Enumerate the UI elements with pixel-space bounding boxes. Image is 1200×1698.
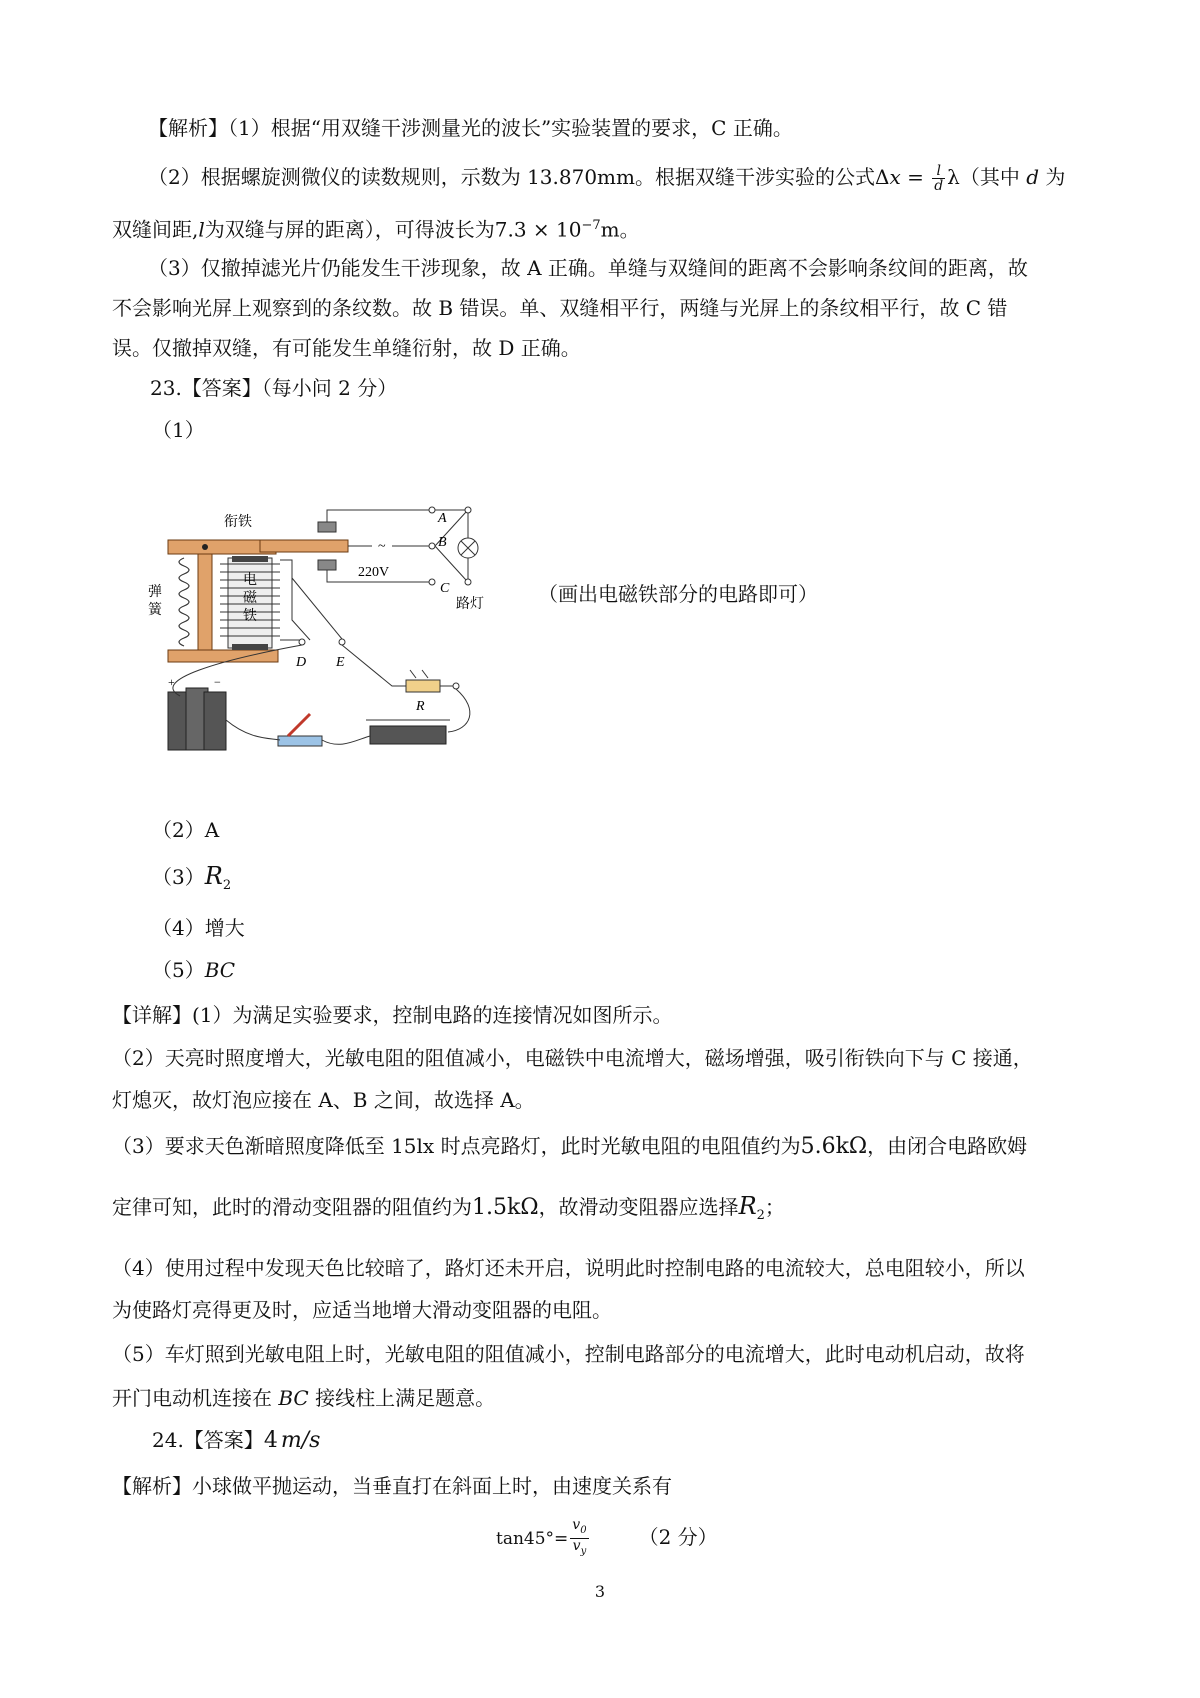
detail-23-line-4: [112, 1134, 1027, 1159]
relay-circuit-diagram: [148, 500, 520, 760]
terminal-e: [339, 639, 345, 645]
fraction-denominator: [570, 1539, 588, 1559]
label-minus: −: [214, 675, 221, 689]
text: （5）: [152, 958, 205, 982]
detail-23-line-5: [112, 1194, 785, 1228]
subscript: y: [580, 1545, 587, 1557]
rheostat-icon: [370, 726, 446, 744]
light-arrows-icon: [410, 670, 428, 678]
contact-top: [318, 522, 336, 532]
text: （4）增大: [152, 916, 245, 940]
var-bc: BC: [278, 1386, 309, 1410]
wire-to-a: [327, 510, 430, 522]
text: （2）A: [152, 818, 220, 842]
label-spring-2: 簧: [148, 603, 162, 618]
text: 23.【答案】（每小问 2 分）: [150, 376, 398, 400]
text: （3）要求天色渐暗照度降低至 15lx 时点亮路灯，此时光敏电阻的电阻值约为: [112, 1134, 801, 1158]
var-v: v: [572, 1537, 581, 1554]
wire-battery-switch: [226, 720, 280, 740]
text: 【解析】小球做平抛运动，当垂直打在斜面上时，由速度关系有: [112, 1474, 672, 1498]
fraction-numerator: l: [932, 164, 945, 179]
magnet-cap-top: [232, 556, 268, 562]
analysis-22-line-1: [148, 116, 793, 140]
text: 开门电动机连接在: [112, 1386, 279, 1410]
detail-23-line-8: [112, 1342, 1025, 1366]
switch-lever: [288, 714, 310, 736]
photoresistor-icon: [406, 680, 440, 692]
analysis-22-line-2: [148, 164, 1065, 193]
text: ，由闭合电路欧姆: [867, 1134, 1028, 1158]
analysis-22-line-3: [112, 214, 640, 242]
answer-value: 4: [263, 1428, 278, 1453]
exponent: −7: [581, 218, 601, 233]
label-b: B: [438, 535, 447, 550]
answer-23-q1: [152, 418, 205, 442]
answer-23-heading: [150, 376, 397, 400]
label-plus: +: [168, 675, 175, 689]
text: 为双缝与屏的距离），可得波长为7.3 × 10: [204, 217, 582, 242]
text: m。: [600, 217, 640, 242]
detail-23-line-9: [112, 1386, 495, 1410]
text: （5）车灯照到光敏电阻上时，光敏电阻的阻值减小，控制电路部分的电流增大，此时电动机启动，故将: [112, 1342, 1025, 1366]
answer-23-q3: [152, 864, 231, 898]
var-x: x: [889, 165, 901, 189]
var-d: d: [1026, 165, 1040, 189]
contact-bottom: [318, 560, 336, 570]
text: 定律可知，此时的滑动变阻器的阻值约为: [112, 1195, 472, 1219]
text: （3）: [152, 865, 205, 889]
analysis-22-line-5: [112, 296, 1007, 320]
frame-post: [198, 554, 212, 650]
analysis-24-line: [112, 1474, 672, 1498]
equals: =: [900, 165, 931, 189]
wire-e-r: [342, 645, 406, 686]
terminal-c: [429, 579, 435, 585]
answer-unit: m/s: [280, 1428, 321, 1453]
label-voltage: 220V: [358, 565, 390, 580]
armature-bar: [260, 540, 348, 552]
label-magnet-1: 电: [243, 573, 257, 588]
label-c: C: [440, 581, 450, 596]
var-r: R: [738, 1192, 757, 1220]
magnet-cap-bottom: [232, 644, 268, 650]
text: 为使路灯亮得更及时，应适当地增大滑动变阻器的电阻。: [112, 1298, 612, 1322]
page-number: 3: [594, 1582, 606, 1601]
answer-24-heading: [152, 1428, 320, 1453]
text: （2）根据螺旋测微仪的读数规则，示数为 13.870mm。根据双缝干涉实验的公式Δ: [148, 165, 890, 189]
answer-23-q2: [152, 818, 219, 842]
text: 灯熄灭，故灯泡应接在 A、B 之间，故选择 A。: [112, 1088, 535, 1112]
answer-23-q4: [152, 916, 245, 940]
text: λ（其中: [947, 165, 1027, 189]
analysis-22-line-4: [148, 256, 1028, 280]
label-e: E: [336, 655, 345, 670]
text: （4）使用过程中发现天色比较暗了，路灯还未开启，说明此时控制电路的电流较大，总电阻较小，所以: [112, 1256, 1025, 1280]
eq-lhs: tan45°=: [496, 1528, 569, 1549]
var-l: l: [198, 217, 205, 242]
terminal-b: [429, 543, 435, 549]
detail-23-line-6: [112, 1256, 1025, 1280]
terminal-d: [299, 639, 305, 645]
text: 【详解】(1）为满足实验要求，控制电路的连接情况如图所示。: [112, 1003, 673, 1027]
label-lamp: 路灯: [456, 597, 484, 612]
label-magnet-2: 磁: [243, 591, 257, 606]
text: 【解析】（1）根据“用双缝干涉测量光的波长”实验装置的要求，C 正确。: [148, 116, 793, 140]
coil-leads: [280, 560, 310, 640]
fraction-numerator: [570, 1518, 588, 1539]
text: 不会影响光屏上观察到的条纹数。故 B 错误。单、双缝相平行，两缝与光屏上的条纹相平行，故 C 错: [112, 296, 1008, 320]
pivot: [202, 544, 208, 550]
subscript: 2: [222, 878, 232, 893]
fraction-denominator: d: [934, 178, 944, 194]
terminal-a: [429, 507, 435, 513]
detail-23-line-2: [112, 1046, 1033, 1070]
answer-23-q5: [152, 958, 235, 982]
r-terminal: [453, 683, 459, 689]
text: 误。仅撤掉双缝，有可能发生单缝衍射，故 D 正确。: [112, 336, 581, 360]
text: 为: [1039, 165, 1066, 189]
analysis-22-line-6: [112, 336, 581, 360]
points-label: （2 分）: [638, 1524, 718, 1549]
wire-r-rheostat: [448, 689, 470, 732]
frame-bottom: [168, 650, 278, 662]
fraction-v0-over-vy: [570, 1518, 588, 1559]
text: （画出电磁铁部分的电路即可）: [538, 582, 818, 606]
resistance-value: 5.6kΩ: [800, 1134, 868, 1159]
battery-icon: [168, 688, 226, 750]
wire-switch-rheostat: [322, 736, 370, 744]
label-d: D: [296, 655, 307, 670]
label-spring-1: 弹: [148, 585, 162, 600]
text: ，故滑动变阻器应选择: [538, 1195, 739, 1219]
spring: [179, 558, 189, 646]
text: 24.【答案】: [152, 1428, 264, 1452]
detail-23-line-7: [112, 1298, 612, 1322]
subscript: 0: [580, 1524, 587, 1536]
detail-23-line-3: [112, 1088, 535, 1112]
text: （2）天亮时照度增大，光敏电阻的阻值减小，电磁铁中电流增大，磁场增强，吸引衔铁向下与 C 接通，: [112, 1046, 1033, 1070]
text: （3）仅撤掉滤光片仍能发生干涉现象，故 A 正确。单缝与双缝间的距离不会影响条纹间的距离，故: [148, 256, 1028, 280]
label-armature: 衔铁: [224, 515, 252, 530]
subscript: 2: [756, 1208, 765, 1223]
wire-coil-e: [292, 578, 342, 639]
var-r: R: [204, 862, 223, 890]
label-magnet-3: 铁: [243, 609, 257, 624]
var-v: v: [572, 1517, 581, 1533]
text: ；: [764, 1195, 785, 1219]
text: 接线柱上满足题意。: [308, 1386, 496, 1410]
resistance-value: 1.5kΩ: [472, 1195, 539, 1220]
diagram-note: [538, 582, 818, 606]
equation-tan45: [496, 1518, 718, 1559]
label-r: R: [416, 699, 425, 714]
label-a: A: [438, 511, 447, 526]
text: 双缝间距,: [112, 217, 199, 242]
answer-bc: BC: [204, 958, 236, 982]
detail-23-line-1: [112, 1003, 673, 1027]
label-ac: ~: [378, 539, 386, 554]
fraction-l-over-d: [932, 164, 945, 193]
switch-icon: [278, 736, 322, 746]
text: （1）: [152, 418, 205, 442]
